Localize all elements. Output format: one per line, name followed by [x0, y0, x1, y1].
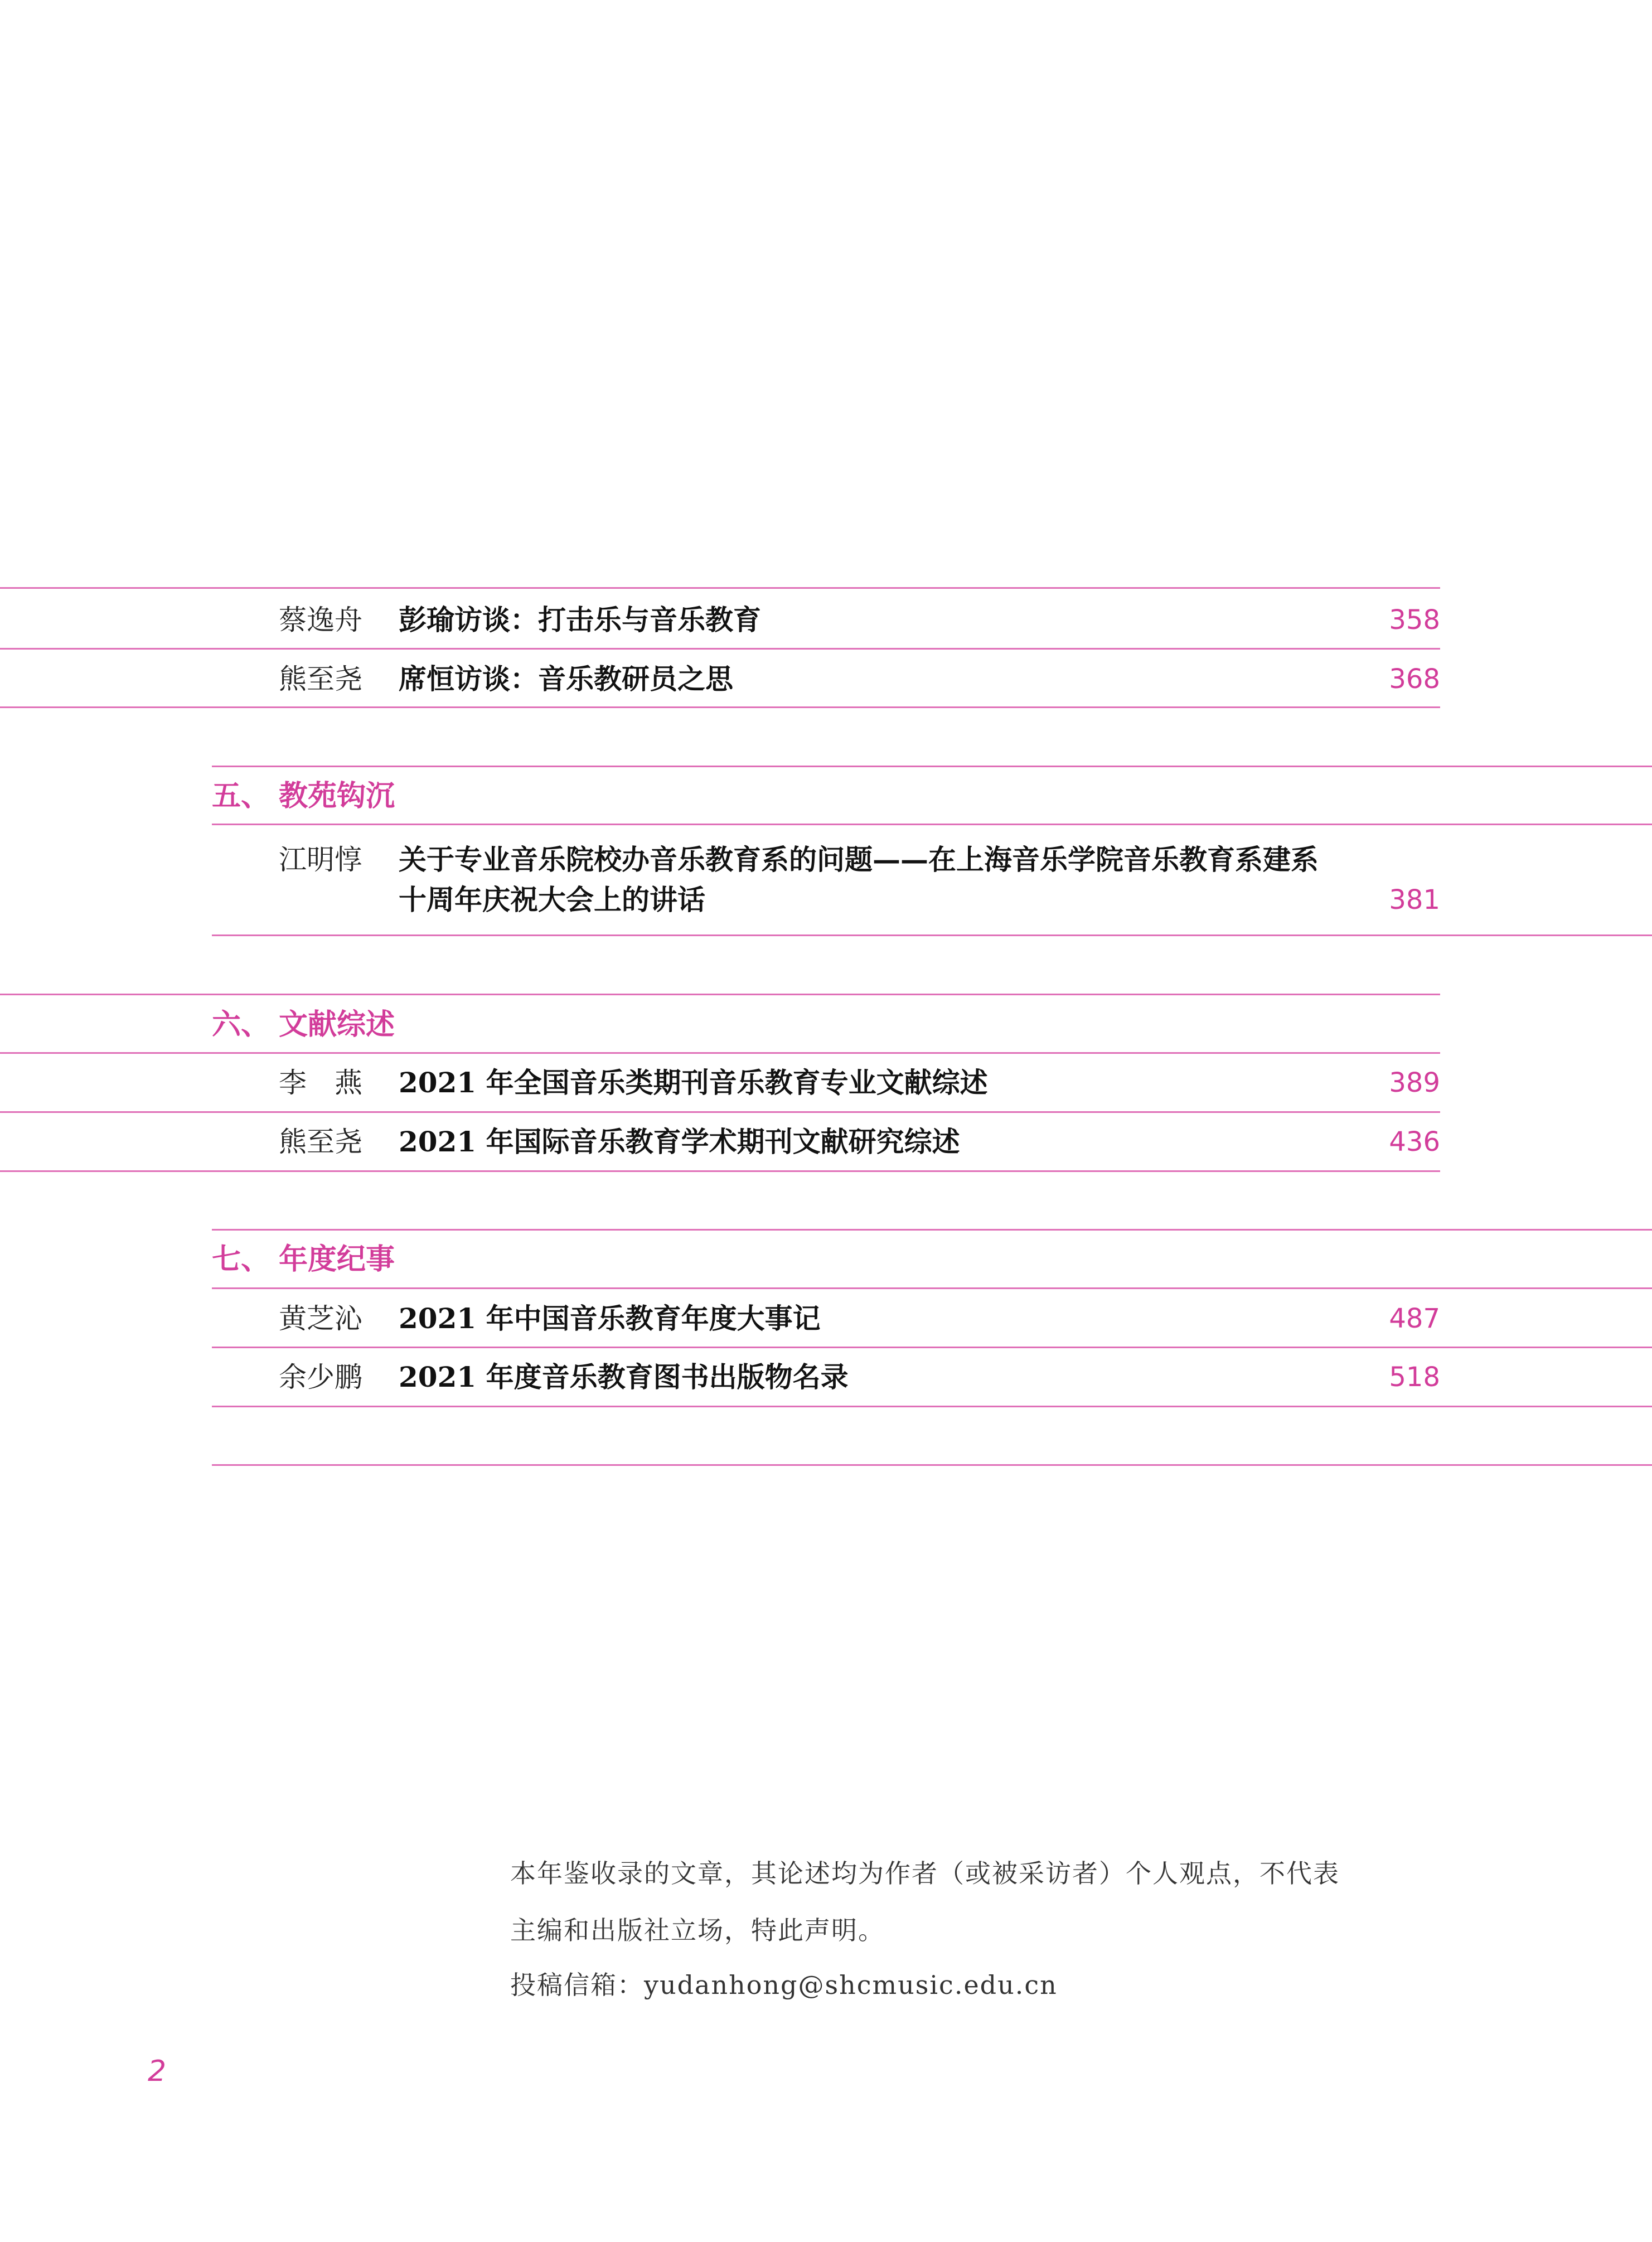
divider	[212, 1229, 1652, 1231]
entry-author: 李 燕	[279, 1067, 362, 1099]
divider	[0, 648, 1440, 650]
section-name: 教苑钩沉	[279, 779, 395, 813]
submission-email: 投稿信箱：yudanhong@shcmusic.edu.cn	[510, 1970, 1058, 2000]
page-folio: 2	[148, 2055, 167, 2088]
section-number: 六、	[212, 1008, 270, 1042]
entry-author: 黄芝沁	[279, 1302, 362, 1335]
section-number: 五、	[212, 779, 270, 813]
entry-title[interactable]: 席恒访谈：音乐教研员之思	[399, 662, 733, 695]
divider	[212, 934, 1652, 936]
entry-title[interactable]: 2021 年全国音乐类期刊音乐教育专业文献综述	[399, 1066, 988, 1099]
entry-title-line[interactable]: 关于专业音乐院校办音乐教育系的问题——在上海音乐学院音乐教育系建系	[399, 843, 1319, 876]
section-number: 七、	[212, 1243, 270, 1276]
section-name: 文献综述	[279, 1008, 395, 1042]
divider	[212, 766, 1652, 767]
entry-title[interactable]: 彭瑜访谈：打击乐与音乐教育	[399, 603, 761, 636]
disclaimer-line: 本年鉴收录的文章，其论述均为作者（或被采访者）个人观点，不代表	[510, 1858, 1340, 1888]
entry-page-number[interactable]: 368	[1389, 664, 1440, 695]
entry-page-number[interactable]: 381	[1389, 884, 1440, 916]
divider	[212, 1464, 1652, 1466]
entry-page-number[interactable]: 389	[1389, 1067, 1440, 1098]
divider	[0, 1170, 1440, 1172]
entry-page-number[interactable]: 487	[1389, 1303, 1440, 1334]
entry-title[interactable]: 2021 年度音乐教育图书出版物名录	[399, 1360, 849, 1393]
section-heading	[212, 1243, 395, 1276]
section-heading	[212, 779, 395, 813]
divider	[212, 1406, 1652, 1407]
divider	[0, 1052, 1440, 1054]
divider	[0, 1111, 1440, 1113]
entry-author: 余少鹏	[279, 1361, 362, 1393]
entry-author: 江明惇	[279, 844, 362, 876]
entry-page-number[interactable]: 518	[1389, 1362, 1440, 1393]
entry-page-number[interactable]: 358	[1389, 604, 1440, 636]
entry-author: 熊至尧	[279, 663, 362, 695]
divider	[0, 994, 1440, 995]
divider	[0, 706, 1440, 708]
section-name: 年度纪事	[279, 1243, 395, 1276]
entry-title-line[interactable]: 十周年庆祝大会上的讲话	[399, 883, 705, 916]
disclaimer-line: 主编和出版社立场，特此声明。	[510, 1915, 885, 1945]
divider	[212, 1287, 1652, 1289]
entry-title[interactable]: 2021 年国际音乐教育学术期刊文献研究综述	[399, 1125, 960, 1158]
entry-author: 蔡逸舟	[279, 604, 362, 636]
entry-title[interactable]: 2021 年中国音乐教育年度大事记	[399, 1302, 821, 1335]
entry-page-number[interactable]: 436	[1389, 1126, 1440, 1158]
divider	[0, 587, 1440, 589]
section-heading	[212, 1008, 395, 1042]
divider	[212, 824, 1652, 825]
entry-author: 熊至尧	[279, 1126, 362, 1158]
divider	[212, 1347, 1652, 1348]
